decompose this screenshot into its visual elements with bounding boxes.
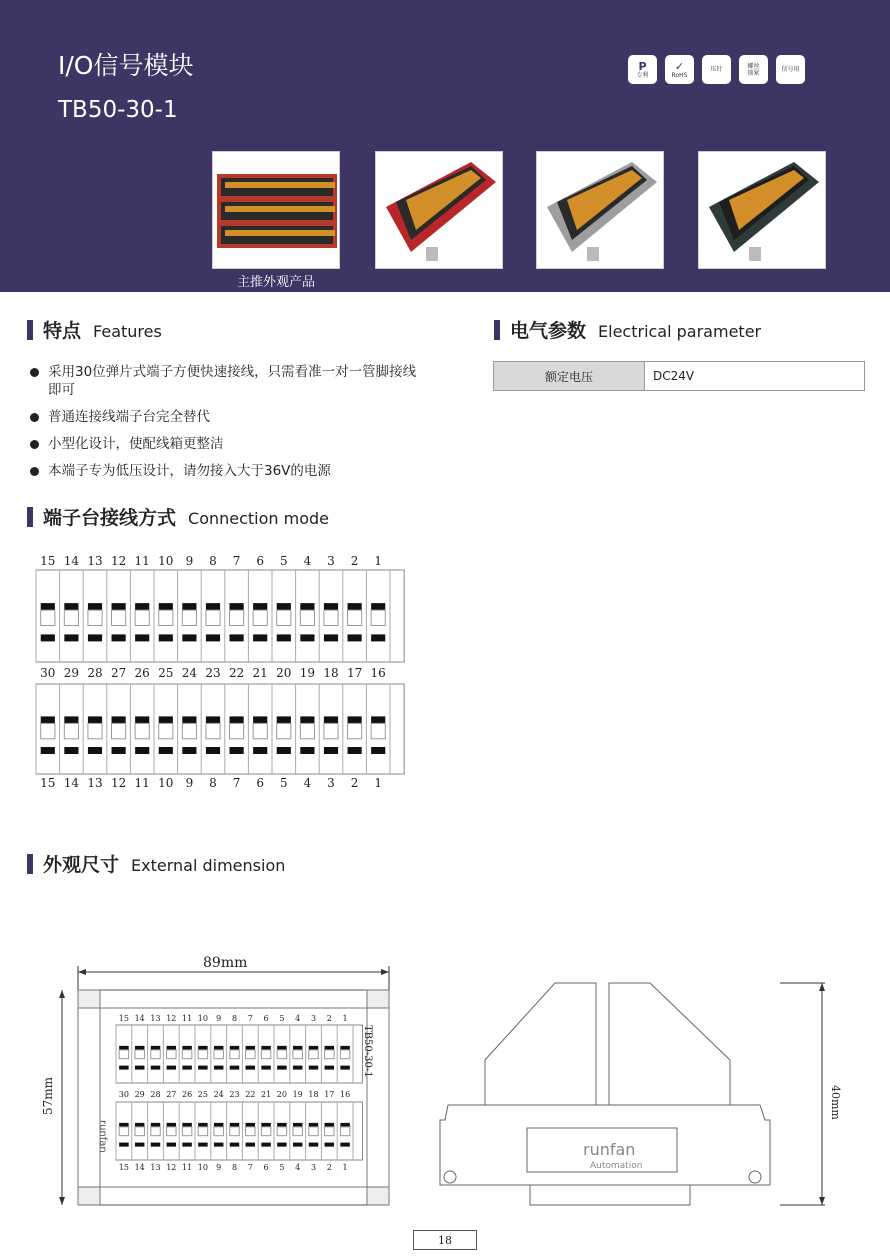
terminal-slot	[325, 1143, 334, 1147]
product-photo-2	[375, 151, 503, 269]
terminal-slot	[340, 1143, 349, 1147]
terminal-number: 3	[327, 554, 335, 568]
terminal-number: 5	[279, 554, 288, 568]
terminal-number: 28	[150, 1090, 161, 1099]
terminal-number: 30	[40, 666, 56, 680]
terminal-slot	[151, 1066, 160, 1070]
terminal-slot	[198, 1123, 207, 1127]
terminal-number: 7	[247, 1163, 253, 1172]
terminal-slot	[206, 634, 220, 641]
terminal-slot	[246, 1123, 255, 1127]
terminal-slot	[253, 716, 267, 723]
terminal-number: 18	[323, 666, 339, 680]
terminal-number: 1	[342, 1014, 348, 1023]
terminal-slot	[159, 634, 173, 641]
terminal-number: 30	[118, 1090, 129, 1099]
terminal-slot	[325, 1046, 334, 1050]
terminal-number: 12	[110, 776, 127, 790]
logo-text: runfan	[97, 1120, 108, 1153]
terminal-slot	[167, 1123, 176, 1127]
terminal-number: 9	[216, 1014, 222, 1023]
terminal-slot	[151, 1143, 160, 1147]
terminal-slot	[246, 1143, 255, 1147]
terminal-number: 18	[308, 1090, 319, 1099]
terminal-slot	[112, 716, 126, 723]
terminal-slot	[64, 634, 78, 641]
terminal-slot	[309, 1143, 318, 1147]
terminal-strip	[116, 1025, 362, 1083]
terminal-slot	[151, 1046, 160, 1050]
terminal-slot	[182, 1123, 191, 1127]
terminal-number: 29	[134, 1090, 145, 1099]
terminal-number: 27	[166, 1090, 177, 1099]
terminal-number: 14	[63, 776, 80, 790]
terminal-slot	[41, 603, 55, 610]
terminal-number: 8	[209, 554, 217, 568]
terminal-slot	[300, 603, 314, 610]
terminal-slot	[41, 716, 55, 723]
feature-item: 普通连接线端子台完全替代	[30, 408, 420, 426]
terminal-number: 13	[150, 1014, 161, 1023]
terminal-slot	[135, 1143, 144, 1147]
terminal-slot	[167, 1046, 176, 1050]
photo-caption: 主推外观产品	[236, 275, 315, 290]
terminal-slot	[348, 634, 362, 641]
feature-item: 采用30位弹片式端子方便快速接线，只需看准一对一管脚接线即可	[30, 363, 420, 399]
terminal-slot	[309, 1066, 318, 1070]
terminal-slot	[324, 603, 338, 610]
terminal-slot	[293, 1066, 302, 1070]
terminal-number: 26	[182, 1090, 193, 1099]
terminal-slot	[277, 1123, 286, 1127]
signal-icon: 信号用	[776, 55, 805, 84]
terminal-slot	[112, 634, 126, 641]
param-value: DC24V	[653, 369, 695, 383]
terminal-number: 28	[87, 666, 103, 680]
terminal-number: 24	[213, 1090, 224, 1099]
features-list	[30, 363, 420, 489]
terminal-slot	[277, 634, 291, 641]
terminal-slot	[340, 1066, 349, 1070]
terminal-number: 2	[350, 776, 359, 790]
terminal-slot	[167, 1066, 176, 1070]
terminal-slot	[277, 603, 291, 610]
terminal-number: 10	[158, 554, 174, 568]
terminal-number: 15	[118, 1163, 129, 1172]
terminal-number: 7	[247, 1014, 253, 1023]
terminal-number: 1	[374, 554, 383, 568]
terminal-slot	[293, 1046, 302, 1050]
param-key: 额定电压	[494, 362, 645, 390]
terminal-slot	[182, 716, 196, 723]
terminal-strip	[116, 1102, 362, 1160]
terminal-slot	[206, 603, 220, 610]
terminal-slot	[293, 1143, 302, 1147]
terminal-number: 17	[346, 666, 363, 680]
terminal-slot	[135, 747, 149, 754]
terminal-slot	[230, 1143, 239, 1147]
terminal-slot	[246, 1066, 255, 1070]
terminal-number: 13	[150, 1163, 161, 1172]
terminal-slot	[135, 603, 149, 610]
terminal-number: 6	[263, 1014, 269, 1023]
terminal-slot	[300, 716, 314, 723]
feature-item: 本端子专为低压设计，请勿接入大于36V的电源	[30, 462, 420, 480]
terminal-slot	[253, 634, 267, 641]
terminal-number: 24	[181, 666, 198, 680]
terminal-number: 12	[166, 1014, 177, 1023]
terminal-number: 19	[299, 666, 316, 680]
terminal-slot	[206, 747, 220, 754]
terminal-number: 10	[197, 1163, 208, 1172]
terminal-number: 21	[261, 1090, 272, 1099]
terminal-slot	[135, 1123, 144, 1127]
terminal-slot	[277, 747, 291, 754]
product-photo-1	[212, 151, 340, 269]
terminal-slot	[119, 1123, 128, 1127]
side-logo-text: runfan	[583, 1140, 636, 1159]
terminal-slot	[340, 1046, 349, 1050]
terminal-number: 8	[209, 776, 217, 790]
terminal-number: 23	[229, 1090, 240, 1099]
terminal-number: 14	[134, 1014, 145, 1023]
side-view	[440, 983, 770, 1205]
terminal-number: 14	[134, 1163, 145, 1172]
terminal-slot	[135, 716, 149, 723]
terminal-number: 19	[292, 1090, 303, 1099]
terminal-number: 2	[326, 1014, 332, 1023]
terminal-slot	[182, 1143, 191, 1147]
heading-bar	[27, 320, 33, 340]
screw-lock-icon: 螺丝 锁紧	[739, 55, 768, 84]
terminal-slot	[119, 1066, 128, 1070]
terminal-slot	[119, 1046, 128, 1050]
terminal-number: 11	[134, 554, 150, 568]
terminal-number: 25	[197, 1090, 208, 1099]
terminal-slot	[198, 1046, 207, 1050]
terminal-number: 17	[324, 1090, 335, 1099]
terminal-slot	[261, 1046, 270, 1050]
terminal-number: 5	[279, 1014, 285, 1023]
terminal-number: 10	[158, 776, 174, 790]
terminal-slot	[41, 634, 55, 641]
terminal-slot	[246, 1046, 255, 1050]
terminal-slot	[230, 1066, 239, 1070]
parameter-table	[493, 361, 865, 391]
terminal-slot	[214, 1143, 223, 1147]
terminal-slot	[135, 1046, 144, 1050]
terminal-slot	[230, 1046, 239, 1050]
heading-bar	[27, 507, 33, 527]
terminal-slot	[88, 634, 102, 641]
terminal-slot	[309, 1123, 318, 1127]
terminal-strip	[36, 684, 404, 774]
terminal-number: 23	[205, 666, 221, 680]
terminal-slot	[277, 1143, 286, 1147]
terminal-number: 10	[197, 1014, 208, 1023]
terminal-slot	[261, 1123, 270, 1127]
terminal-slot	[348, 747, 362, 754]
terminal-slot	[325, 1123, 334, 1127]
terminal-number: 1	[374, 776, 383, 790]
terminal-slot	[167, 1143, 176, 1147]
terminal-slot	[198, 1066, 207, 1070]
terminal-number: 4	[303, 554, 312, 568]
terminal-slot	[309, 1046, 318, 1050]
terminal-number: 9	[185, 554, 194, 568]
terminal-number: 15	[40, 776, 56, 790]
terminal-slot	[206, 716, 220, 723]
model-number: TB50-30-1	[58, 97, 178, 123]
terminal-slot	[214, 1066, 223, 1070]
terminal-slot	[159, 603, 173, 610]
electrical-heading: 电气参数 Electrical parameter	[494, 316, 761, 343]
terminal-slot	[230, 634, 244, 641]
front-view-outline	[78, 990, 389, 1205]
terminal-slot	[198, 1143, 207, 1147]
terminal-slot	[293, 1123, 302, 1127]
terminal-slot	[325, 1066, 334, 1070]
width-label: 89mm	[203, 955, 248, 971]
terminal-number: 22	[245, 1090, 256, 1099]
terminal-slot	[340, 1123, 349, 1127]
terminal-slot	[182, 1066, 191, 1070]
terminal-number: 2	[350, 554, 359, 568]
terminal-number: 5	[279, 776, 288, 790]
depth-label: 40mm	[829, 1085, 842, 1120]
terminal-number: 6	[256, 554, 265, 568]
terminal-slot	[182, 747, 196, 754]
terminal-slot	[112, 603, 126, 610]
terminal-slot	[88, 747, 102, 754]
terminal-number: 9	[185, 776, 194, 790]
terminal-slot	[230, 603, 244, 610]
terminal-number: 15	[118, 1014, 129, 1023]
terminal-number: 12	[110, 554, 127, 568]
rohs-icon: ✓ RoHS	[665, 55, 694, 84]
terminal-slot	[64, 716, 78, 723]
terminal-slot	[182, 1046, 191, 1050]
terminal-number: 8	[231, 1163, 238, 1172]
terminal-slot	[214, 1123, 223, 1127]
terminal-number: 7	[232, 554, 241, 568]
terminal-slot	[324, 716, 338, 723]
terminal-number: 3	[327, 776, 335, 790]
terminal-strip	[36, 570, 404, 662]
terminal-slot	[151, 1123, 160, 1127]
terminal-number: 4	[295, 1014, 301, 1023]
terminal-slot	[41, 747, 55, 754]
terminal-slot	[88, 716, 102, 723]
terminal-slot	[230, 747, 244, 754]
terminal-number: 20	[276, 666, 292, 680]
product-photo-4	[698, 151, 826, 269]
side-logo-sub: Automation	[590, 1161, 643, 1171]
terminal-number: 20	[276, 1090, 287, 1099]
terminal-slot	[261, 1143, 270, 1147]
terminal-slot	[300, 747, 314, 754]
terminal-slot	[348, 603, 362, 610]
terminal-slot	[182, 603, 196, 610]
terminal-slot	[324, 747, 338, 754]
certification-badges	[628, 55, 805, 84]
terminal-number: 5	[279, 1163, 285, 1172]
connection-heading: 端子台接线方式 Connection mode	[27, 503, 329, 530]
terminal-slot	[64, 747, 78, 754]
terminal-number: 21	[252, 666, 268, 680]
feature-item: 小型化设计，使配线箱更整洁	[30, 435, 420, 453]
page-number: 18	[413, 1230, 477, 1250]
terminal-slot	[253, 603, 267, 610]
terminal-number: 16	[370, 666, 386, 680]
terminal-number: 29	[63, 666, 80, 680]
terminal-number: 26	[134, 666, 150, 680]
terminal-number: 22	[228, 666, 245, 680]
terminal-number: 4	[303, 776, 312, 790]
terminal-number: 4	[295, 1163, 301, 1172]
heading-bar	[27, 854, 33, 874]
terminal-slot	[135, 634, 149, 641]
terminal-slot	[371, 603, 385, 610]
terminal-slot	[300, 634, 314, 641]
terminal-number: 16	[340, 1090, 351, 1099]
terminal-slot	[88, 603, 102, 610]
terminal-number: 27	[110, 666, 127, 680]
terminal-slot	[64, 603, 78, 610]
heading-bar	[494, 320, 500, 340]
terminal-number: 7	[232, 776, 241, 790]
product-photo-3	[536, 151, 664, 269]
terminal-slot	[112, 747, 126, 754]
terminal-slot	[324, 634, 338, 641]
terminal-number: 15	[40, 554, 56, 568]
terminal-slot	[371, 747, 385, 754]
terminal-slot	[371, 716, 385, 723]
terminal-slot	[182, 634, 196, 641]
terminal-number: 13	[87, 776, 103, 790]
terminal-slot	[277, 716, 291, 723]
patent-icon: P 专利	[628, 55, 657, 84]
terminal-slot	[159, 716, 173, 723]
terminal-slot	[261, 1066, 270, 1070]
terminal-number: 11	[182, 1014, 193, 1023]
terminal-number: 6	[256, 776, 265, 790]
terminal-slot	[371, 634, 385, 641]
terminal-number: 1	[342, 1163, 348, 1172]
terminal-number: 11	[182, 1163, 193, 1172]
terminal-number: 14	[63, 554, 80, 568]
terminal-number: 25	[158, 666, 174, 680]
terminal-number: 8	[231, 1014, 238, 1023]
terminal-slot	[214, 1046, 223, 1050]
features-heading: 特点 Features	[27, 316, 162, 343]
terminal-slot	[119, 1143, 128, 1147]
crimp-pin-icon: 压针	[702, 55, 731, 84]
terminal-number: 9	[216, 1163, 222, 1172]
terminal-number: 3	[310, 1163, 317, 1172]
terminal-number: 12	[166, 1163, 177, 1172]
dimension-heading: 外观尺寸 External dimension	[27, 850, 285, 877]
terminal-number: 3	[310, 1014, 317, 1023]
terminal-slot	[159, 747, 173, 754]
page-title: I/O信号模块	[58, 51, 194, 80]
terminal-slot	[253, 747, 267, 754]
terminal-number: 11	[134, 776, 150, 790]
terminal-slot	[230, 1123, 239, 1127]
terminal-number: 2	[326, 1163, 332, 1172]
terminal-slot	[230, 716, 244, 723]
terminal-slot	[348, 716, 362, 723]
height-label: 57mm	[41, 1076, 55, 1115]
terminal-slot	[277, 1066, 286, 1070]
terminal-slot	[135, 1066, 144, 1070]
side-model-text: TB50-30-1	[362, 1025, 373, 1078]
terminal-slot	[277, 1046, 286, 1050]
terminal-number: 13	[87, 554, 103, 568]
terminal-number: 6	[263, 1163, 269, 1172]
